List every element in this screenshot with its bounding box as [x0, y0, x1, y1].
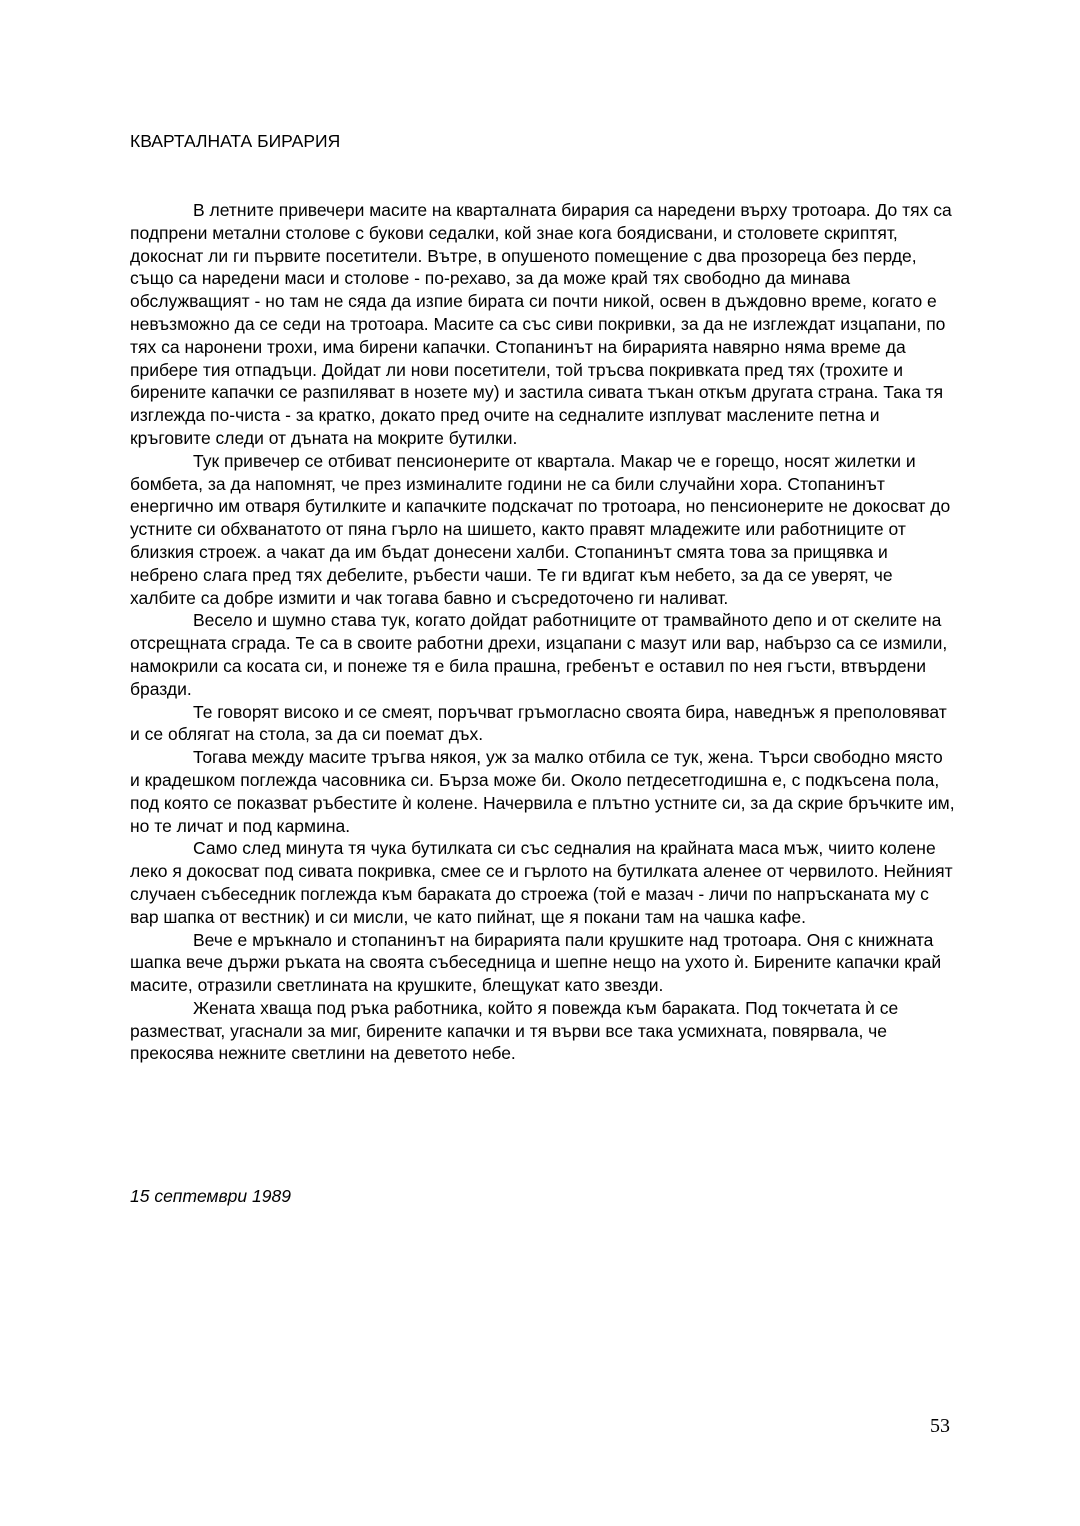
story-title: КВАРТАЛНАТА БИРАРИЯ: [130, 131, 341, 151]
story-date: 15 септември 1989: [130, 1186, 291, 1206]
paragraph-1: В летните привечери масите на кварталната бирария са наредени върху тротоара. До тях са подпрени метални столове с букови седалки, кой знае кога боядисвани, и столовете скриптят, докоснат ли ги първите посетители. Вътре, в опушеното помещение с два прозореца без перде, също са наредени маси и столове - по-рехаво, за да може край тях свободно да минава обслужващият - но там не сяда да изпие бирата си почти никой, освен в дъждовно време, когато е невъзможно да се седи на тротоара. Масите са със сиви покривки, за да не изглеждат изцапани, по тях са наронени трохи, има бирени капачки. Стопанинът на бирарията навярно няма време да прибере тия отпадъци. Дойдат ли нови посетители, той тръсва покривката пред тях (трохите и бирените капачки се разпиляват в нозете му) и застила сивата тъкан откъм другата страна. Така тя изглежда по-чиста - за кратко, докато пред очите на седналите изплуват маслените петна и кръговите следи от дъната на мокрите бутилки.: [130, 200, 952, 448]
paragraph-6: Само след минута тя чука бутилката си със седналия на крайната маса мъж, чиито колене леко я докосват под сивата покривка, смее се и гърлото на бутилката аленее от червилото. Нейният случаен събеседник поглежда към бараката до строежа (той е мазач - личи по напръсканата му с вар шапка от вестник) и си мисли, че като пийнат, ще я покани там на чашка кафе.: [130, 838, 953, 927]
page-number: 53: [930, 1415, 950, 1437]
paragraph-3: Весело и шумно става тук, когато дойдат работниците от трамвайното депо и от скелите на отсрещната сграда. Те са в своите работни дрехи, изцапани с мазут или вар, набързо са се измили, намокрили са косата си, и понеже тя е била прашна, гребенът е оставил по нея гъсти, втвърдени бразди.: [130, 610, 948, 699]
story-body: [130, 199, 956, 1065]
paragraph-5: Тогава между масите тръгва някоя, уж за малко отбила се тук, жена. Търси свободно място и крадешком поглежда часовника си. Бърза може би. Около петдесетгодишна е, с подкъсена пола, под която се показват ръбестите ѝ колене. Начервила е плътно устните си, за да скрие бръчките им, но те личат и под кармина.: [130, 747, 955, 836]
paragraph-7: Вече е мръкнало и стопанинът на бирарията пали крушките над тротоара. Оня с книжната шапка вече държи ръката на своята събеседница и шепне нещо на ухото ѝ. Бирените капачки край масите, отразили светлината на крушките, блещукат като звезди.: [130, 929, 942, 996]
paragraph-2: Тук привечер се отбиват пенсионерите от квартала. Макар че е горещо, носят жилетки и бомбета, за да напомнят, че през изминалите години не са били случайни хора. Стопанинът енергично им отваря бутилките и капачките подскачат по тротоара, но пенсионерите не докосват до устните си обхванатото от пяна гърло на шишето, както правят младежите или работниците от близкия строеж. а чакат да им бъдат донесени халби. Стопанинът смята това за прищявка и небрено слага пред тях дебелите, ръбести чаши. Те ги вдигат към небето, за да се уверят, че халбите са добре измити и чак тогава бавно и съсредоточено ги наливат.: [130, 450, 951, 608]
paragraph-8: Жената хваща под ръка работника, който я повежда към бараката. Под токчетата ѝ се разместват, угаснали за миг, бирените капачки и тя върви все така усмихната, повярвала, че прекосява нежните светлини на деветото небе.: [130, 997, 899, 1064]
paragraph-4: Те говорят високо и се смеят, поръчват гръмогласно своята бира, наведнъж я преполовяват и се облягат на стола, за да си поемат дъх.: [130, 701, 947, 745]
